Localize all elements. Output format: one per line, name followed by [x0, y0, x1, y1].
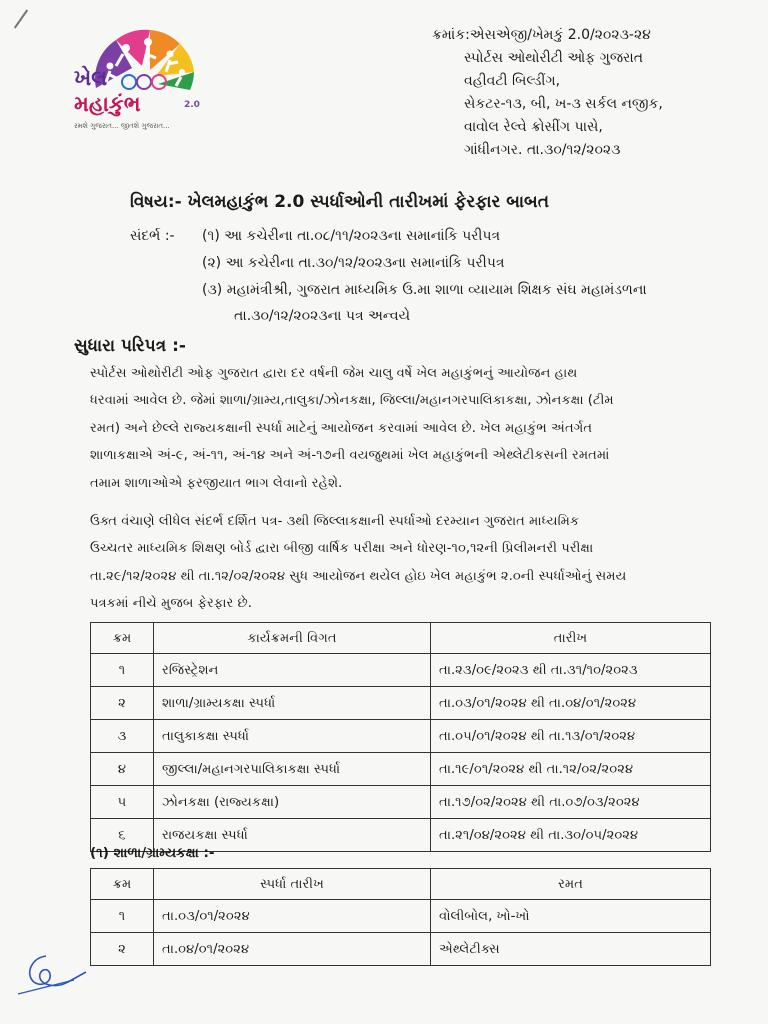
column-header: ક્રમ: [91, 869, 154, 900]
reference-item: (૧) આ કચેરીના તા.૦૮/૧૧/૨૦૨૩ના સમાનાંકિ પરીપત્ર: [202, 228, 501, 244]
body-paragraph-1: [90, 360, 710, 497]
reference-item: (૩) મહામંત્રીશ્રી, ગુજરાત માધ્યમિક ઉ.મા શાળા વ્યાયામ શિક્ષક સંઘ મહામંડળના: [202, 282, 647, 298]
table-row: [91, 933, 711, 966]
letter-number: ક્રમાંક:એસએજી/ખેમકું 2.0/૨૦૨૩-૨૪: [432, 27, 651, 43]
olympic-rings-icon: [120, 72, 168, 92]
serial-cell: ૫: [91, 786, 154, 819]
date-cell: તા.૦૩/૦૧/૨૦૨૪: [154, 900, 431, 933]
paragraph-line: ધરવામાં આવેલ છે. જેમાં શાળા/ગ્રામ્ય,તાલુકા/ઝોનકક્ષા, જિલ્લા/મહાનગરપાલિકાકક્ષા, ઝોનકક્ષા (ટીમ: [90, 393, 614, 409]
address-line: વહીવટી બિલ્ડીંગ,: [464, 73, 561, 89]
sport-cell: એથ્લેટીક્સ: [431, 933, 711, 966]
table-row: [91, 753, 711, 786]
program-cell: રાજયકક્ષા સ્પર્ધા: [154, 819, 431, 852]
paragraph-line: તા.૨૯/૧૨/૨૦૨૪ થી તા.૧૨/૦૨/૨૦૨૪ સુધ આયોજન થયેલ હોઇ ખેલ મહાકુંભ ૨.૦ની સ્પર્ધાઓનું સમય: [90, 568, 627, 584]
date-cell: તા.૧૭/૦૨/૨૦૨૪ થી તા.૦૭/૦૩/૨૦૨૪: [431, 786, 711, 819]
references-label: સંદર્ભ :-: [130, 228, 175, 244]
program-cell: શાળા/ગ્રામ્યકક્ષા સ્પર્ધા: [154, 687, 431, 720]
reference-item: (૨) આ કચેરીના તા.૩૦/૧૨/૨૦૨૩ના સમાનાંકિ પરીપત્ર: [202, 255, 505, 271]
date-cell: તા.૦૫/૦૧/૨૦૨૪ થી તા.૧૩/૦૧/૨૦૨૪: [431, 720, 711, 753]
logo-text-mahakumbh: મહાકુંભ: [74, 92, 141, 116]
serial-cell: ૬: [91, 819, 154, 852]
body-paragraph-2: [90, 508, 710, 618]
paragraph-line: તમામ શાળાઓએ ફરજીયાત ભાગ લેવાનો રહેશે.: [90, 475, 343, 491]
address-line: સેકટર-૧૩, બી, ખ-૩ સર્કલ નજીક,: [464, 96, 663, 112]
program-cell: તાલુકાકક્ષા સ્પર્ધા: [154, 720, 431, 753]
serial-cell: ૨: [91, 687, 154, 720]
sender-address: [432, 24, 752, 162]
section-heading: (૧) શાળા/ગ્રામ્યકક્ષા :-: [90, 845, 215, 861]
paragraph-line: ઉક્ત વંચાણે લીધેલ સંદર્ભ દર્શિત પત્ર- ૩થી જિલ્લાકક્ષાની સ્પર્ધાઓ દરમ્યાન ગુજરાત માધ્યમિક: [90, 514, 580, 529]
table-row: [91, 654, 711, 687]
column-header: રમત: [431, 869, 711, 900]
serial-cell: ૧: [91, 900, 154, 933]
paragraph-line: પત્રકમાં નીચે મુજબ ફેરફાર છે.: [90, 596, 252, 612]
paragraph-line: રમત) અને છેલ્લે રાજ્યકક્ષાની સ્પર્ધા માટેનું આયોજન કરવામાં આવેલ છે. ખેલ મહાકુંભ અંતર્ગત: [90, 420, 593, 436]
logo-tagline: રમશે ગુજરાત... જીતશે ગુજરાત...: [74, 122, 170, 130]
date-cell: તા.૨૩/૦૯/૨૦૨૩ થી તા.૩૧/૧૦/૨૦૨૩: [431, 654, 711, 687]
date-cell: તા.૨૧/૦૪/૨૦૨૪ થી તા.૩૦/૦૫/૨૦૨૪: [431, 819, 711, 852]
table-header-row: [91, 869, 711, 900]
date-cell: તા.૦૪/૦૧/૨૦૨૪: [154, 933, 431, 966]
program-cell: રજિસ્ટ્રેશન: [154, 654, 431, 687]
table-header-row: [91, 623, 711, 654]
column-header: ક્રમ: [91, 623, 154, 654]
serial-cell: ૧: [91, 654, 154, 687]
logo-version: 2.0: [184, 100, 200, 110]
paragraph-line: શાળાકક્ષાએ અં-૯, અં-૧૧, અં-૧૪ અને અં-૧૭ની વયજુથમાં ખેલ મહાકુંભની એથ્લેટીકસની રમતમાં: [90, 448, 610, 464]
sport-cell: વોલીબોલ, ખો-ખો: [431, 900, 711, 933]
program-cell: ઝોનકક્ષા (રાજ્યકક્ષા): [154, 786, 431, 819]
table-row: [91, 687, 711, 720]
table-row: [91, 786, 711, 819]
letter-date: ગાંધીનગર. તા.૩૦/૧૨/૨૦૨૩: [464, 142, 621, 158]
serial-cell: ૪: [91, 753, 154, 786]
khel-mahakumbh-logo: [68, 22, 208, 140]
signature-mark: [12, 946, 92, 1006]
table-row: [91, 720, 711, 753]
reference-item: તા.૩૦/૧૨/૨૦૨૩ના પત્ર અન્વયે: [234, 308, 411, 324]
address-line: વાવોલ રેલ્વે ક્રોસીંગ પાસે,: [464, 119, 603, 135]
school-level-table: [90, 868, 711, 966]
serial-cell: ૩: [91, 720, 154, 753]
program-cell: જીલ્લા/મહાનગરપાલિકાકક્ષા સ્પર્ધા: [154, 753, 431, 786]
scan-corner-mark: [14, 9, 28, 28]
date-cell: તા.૧૯/૦૧/૨૦૨૪ થી તા.૧૨/૦૨/૨૦૨૪: [431, 753, 711, 786]
column-header: સ્પર્ધા તારીખ: [154, 869, 431, 900]
date-cell: તા.૦૩/૦૧/૨૦૨૪ થી તા.૦૪/૦૧/૨૦૨૪: [431, 687, 711, 720]
column-header: કાર્યક્રમની વિગત: [154, 623, 431, 654]
column-header: તારીખ: [431, 623, 711, 654]
paragraph-line: સ્પોર્ટસ ઓથોરીટી ઓફ ગુજરાત દ્વારા દર વર્ષની જેમ ચાલુ વર્ષે ખેલ મહાકુંભનું આયોજન હાથ: [90, 366, 578, 381]
subject-line: વિષય:- ખેલમહાકુંભ 2.0 સ્પર્ધાઓની તારીખમાં ફેરફાર બાબત: [130, 192, 549, 212]
circular-heading: સુધારા પરિપત્ર :-: [74, 336, 186, 356]
address-line: સ્પોર્ટસ ઓથોરીટી ઓફ ગુજરાત: [464, 50, 644, 66]
table-row: [91, 900, 711, 933]
paragraph-line: ઉચ્ચતર માધ્યમિક શિક્ષણ બોર્ડ દ્વારા બીજી વાર્ષિક પરીક્ષા અને ધોરણ-૧૦,૧૨ની પ્રિલીમનરી પરીક્ષા: [90, 541, 594, 557]
schedule-table: [90, 622, 711, 852]
serial-cell: ૨: [91, 933, 154, 966]
logo-text-khel: ખેલ: [74, 66, 108, 90]
